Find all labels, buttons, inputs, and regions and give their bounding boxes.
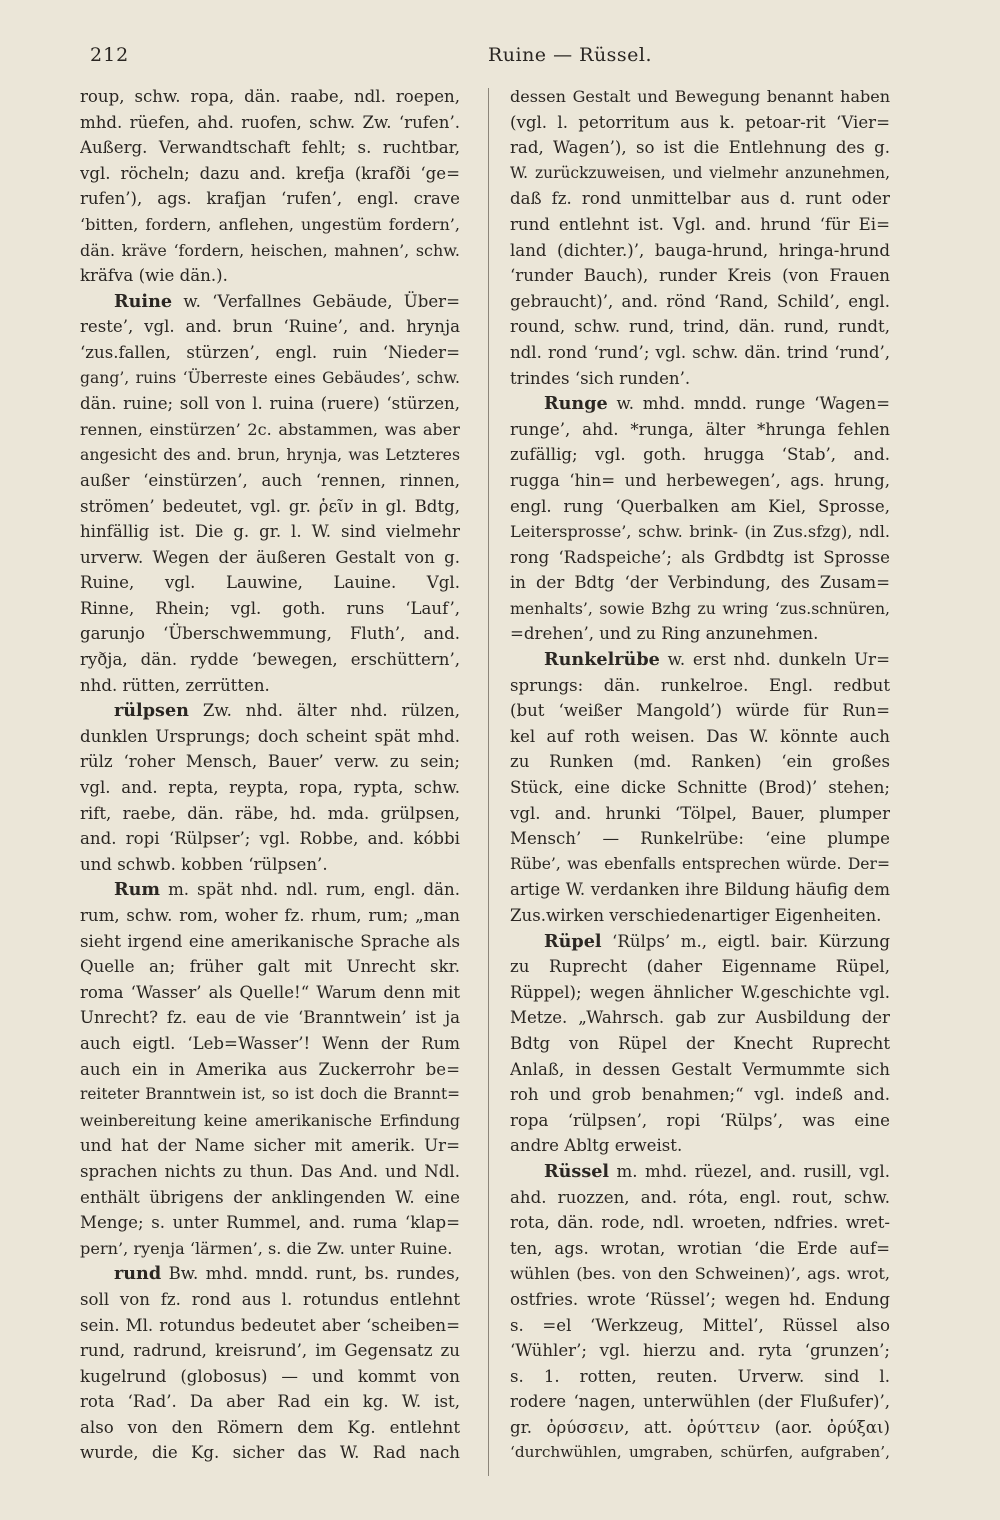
text-line [80, 212, 460, 238]
line-text: und schwb. kobben ‘rülpsen’. [80, 854, 328, 874]
line-text: vgl. and. hrunki ‘Tölpel, Bauer, plumper [510, 803, 890, 823]
line-text: rong ‘Radspeiche’; als Grdbdtg ist Sprosse [510, 547, 890, 567]
line-text: s. 1. rotten, reuten. Urverw. sind l. [510, 1366, 890, 1386]
entry-headword: Ruine [114, 290, 173, 312]
line-text: gr. ὀρύσσειν, att. ὀρύττειν (aor. ὀρύξαι) [510, 1417, 890, 1437]
text-line [510, 135, 890, 161]
line-text: also von den Römern dem Kg. entlehnt [80, 1417, 460, 1437]
line-text: ‘durchwühlen, umgraben, schürfen, aufgraben’, [510, 1443, 890, 1462]
line-text: w. ‘Verfallnes Gebäude, Über= [172, 291, 460, 311]
text-line [80, 1108, 460, 1134]
text-line [510, 545, 890, 571]
text-line [80, 621, 460, 647]
line-text: rota, dän. rode, ndl. wroeten, ndfries. wret- [510, 1213, 890, 1233]
entry-start-line [510, 1159, 890, 1185]
line-text: Stück, eine dicke Schnitte (Brod)’ stehen; [510, 778, 890, 798]
text-line [510, 340, 890, 366]
text-line [80, 1338, 460, 1364]
text-line [80, 468, 460, 494]
text-line [80, 929, 460, 955]
line-text: rülz ‘roher Mensch, Bauer’ verw. zu sein; [80, 752, 460, 772]
text-line [510, 238, 890, 264]
text-line [80, 801, 460, 827]
line-text: ‘bitten, fordern, anflehen, ungestüm fordern’, [80, 214, 460, 234]
line-text: und hat der Name sicher mit amerik. Ur= [80, 1136, 460, 1156]
text-line [80, 494, 460, 520]
text-line [510, 877, 890, 903]
line-text: sprachen nichts zu thun. Das And. und Ndl. [80, 1161, 460, 1181]
text-line [510, 596, 890, 622]
text-line [80, 980, 460, 1006]
line-text: Zus.wirken verschiedenartiger Eigenheiten. [510, 906, 882, 925]
line-text: roh und grob benahmen;“ vgl. indeß and. [510, 1085, 890, 1105]
line-text: ostfries. wrote ‘Rüssel’; wegen hd. Endung [510, 1289, 890, 1309]
line-text: rund, radrund, kreisrund’, im Gegensatz zu [80, 1341, 460, 1361]
text-line [510, 621, 890, 647]
text-line [80, 673, 460, 699]
running-head-title: Ruine — Rüssel. [487, 44, 653, 66]
text-line [80, 1287, 460, 1313]
text-line [80, 366, 460, 392]
line-text: trindes ‘sich runden’. [510, 368, 691, 388]
line-text: auch ein in Amerika aus Zuckerrohr be= [80, 1059, 460, 1079]
line-text: kräfva (wie dän.). [80, 266, 228, 286]
line-text: Rinne, Rhein; vgl. goth. runs ‘Lauf’, [80, 598, 460, 618]
text-columns [80, 84, 960, 1504]
line-text: wühlen (bes. von den Schweinen)’, ags. wrot, [510, 1264, 890, 1284]
line-text: dän. ruine; soll von l. ruina (ruere) ‘stürzen, [80, 394, 460, 414]
column-divider [488, 88, 489, 1476]
text-line [80, 238, 460, 264]
line-text: rufen’), ags. krafjan ‘rufen’, engl. crave [80, 189, 460, 209]
entry-headword: Runge [544, 393, 608, 415]
text-line [510, 1261, 890, 1287]
text-line [80, 1389, 460, 1415]
text-line [510, 366, 890, 392]
text-line [510, 1108, 890, 1134]
line-text: W. zurückzuweisen, und vielmehr anzunehmen, [510, 163, 890, 182]
line-text: nhd. rütten, zerrütten. [80, 675, 270, 695]
text-line [510, 1389, 890, 1415]
text-line [80, 110, 460, 136]
text-line [80, 186, 460, 212]
text-line [510, 1440, 890, 1466]
text-line [510, 442, 890, 468]
line-text: Metze. „Wahrsch. gab zur Ausbildung der [510, 1008, 890, 1028]
line-text: round, schw. rund, trind, dän. rund, rundt, [510, 317, 890, 337]
line-text: dunklen Ursprungs; doch scheint spät mhd. [80, 726, 460, 746]
line-text: Außerg. Verwandtschaft fehlt; s. ruchtbar, [80, 138, 460, 158]
line-text: in der Bdtg ‘der Verbindung, des Zusam= [510, 573, 890, 593]
text-line [80, 749, 460, 775]
text-line [510, 1415, 890, 1441]
text-line [510, 1210, 890, 1236]
text-line [80, 1159, 460, 1185]
line-text: Quelle an; früher galt mit Unrecht skr. [80, 957, 460, 977]
line-text: auch eigtl. ‘Leb=Wasser’! Wenn der Rum [80, 1033, 460, 1053]
text-line [80, 775, 460, 801]
line-text: roup, schw. ropa, dän. raabe, ndl. roepen, [80, 87, 460, 106]
entry-start-line [80, 698, 460, 724]
line-text: außer ‘einstürzen’, auch ‘rennen, rinnen, [80, 470, 460, 490]
text-line [510, 263, 890, 289]
line-text: rota ‘Rad’. Da aber Rad ein kg. W. ist, [80, 1392, 460, 1412]
text-line [510, 980, 890, 1006]
line-text: kugelrund (globosus) — und kommt von [80, 1366, 460, 1386]
line-text: artige W. verdanken ihre Bildung häufig dem [510, 880, 890, 900]
text-line [510, 903, 890, 929]
text-line [510, 1082, 890, 1108]
text-line [510, 570, 890, 596]
text-line [80, 1236, 460, 1262]
line-text: ‘Wühler’; vgl. hierzu and. ryta ‘grunzen’; [510, 1341, 890, 1361]
text-line [80, 596, 460, 622]
text-line [80, 570, 460, 596]
line-text: mhd. rüefen, ahd. ruofen, schw. Zw. ‘rufen’. [80, 112, 460, 132]
entry-headword: Runkelrübe [544, 649, 660, 671]
line-text: rugga ‘hin= und herbewegen’, ags. hrung, [510, 470, 890, 490]
line-text: rad, Wagen’), so ist die Entlehnung des g. [510, 138, 890, 158]
text-line [510, 1236, 890, 1262]
line-text: sprungs: dän. runkelroe. Engl. redbut [510, 675, 890, 695]
entry-headword: Rüssel [544, 1160, 610, 1182]
line-text: runge’, ahd. *runga, älter *hrunga fehlen [510, 419, 890, 439]
text-line [80, 826, 460, 852]
page-number: 212 [90, 44, 130, 66]
text-line [80, 263, 460, 289]
text-line [80, 1313, 460, 1339]
line-text: vgl. röcheln; dazu and. krefja (krafði ‘ge= [80, 163, 460, 183]
text-line [510, 954, 890, 980]
line-text: Leitersprosse’, schw. brink- (in Zus.sfzg), ndl. [510, 522, 890, 542]
line-text: Unrecht? fz. eau de vie ‘Branntwein’ ist ja [80, 1008, 460, 1028]
text-line [510, 724, 890, 750]
line-text: pern’, ryenja ‘lärmen’, s. die Zw. unter Ruine. [80, 1238, 453, 1258]
line-text: Zw. nhd. älter nhd. rülzen, [188, 701, 460, 721]
line-text: garunjo ‘Überschwemmung, Fluth’, and. [80, 624, 460, 644]
line-text: enthält übrigens der anklingenden W. eine [80, 1187, 460, 1207]
line-text: reiteter Branntwein ist, so ist doch die Brannt= [80, 1085, 460, 1104]
line-text: land (dichter.)’, bauga-hrund, hringa-hrund [510, 240, 890, 260]
line-text: urverw. Wegen der äußeren Gestalt von g. [80, 547, 460, 567]
text-line [80, 442, 460, 468]
line-text: w. erst nhd. dunkeln Ur= [659, 650, 890, 670]
line-text: ryðja, dän. rydde ‘bewegen, erschüttern’, [80, 650, 460, 670]
line-text: weinbereitung keine amerikanische Erfindung [80, 1110, 460, 1130]
text-line [510, 1313, 890, 1339]
line-text: dän. kräve ‘fordern, heischen, mahnen’, schw. [80, 240, 460, 260]
text-line [510, 826, 890, 852]
text-line [80, 647, 460, 673]
line-text: ahd. ruozzen, and. róta, engl. rout, schw. [510, 1187, 890, 1207]
entry-headword: Rum [114, 879, 161, 901]
text-line [510, 1005, 890, 1031]
text-line [510, 186, 890, 212]
line-text: roma ‘Wasser’ als Quelle!“ Warum denn mit [80, 982, 460, 1002]
text-line [80, 417, 460, 443]
line-text: wurde, die Kg. sicher das W. Rad nach [80, 1443, 460, 1463]
text-line [510, 749, 890, 775]
text-line [510, 1057, 890, 1083]
entry-start-line [80, 1261, 460, 1287]
text-line [510, 212, 890, 238]
line-text: Anlaß, in dessen Gestalt Vermummte sich [510, 1059, 890, 1079]
text-line [510, 1364, 890, 1390]
entry-headword: Rüpel [544, 930, 602, 952]
line-text: Rübe’, was ebenfalls entsprechen würde. Der= [510, 854, 890, 873]
text-line [80, 852, 460, 878]
text-line [510, 417, 890, 443]
line-text: rum, schw. rom, woher fz. rhum, rum; „man [80, 906, 460, 925]
text-line [80, 545, 460, 571]
text-line [510, 468, 890, 494]
text-line [80, 1057, 460, 1083]
text-line [80, 314, 460, 340]
right-column [510, 84, 890, 1496]
text-line [510, 673, 890, 699]
entry-headword: rund [114, 1263, 162, 1285]
entry-start-line [80, 289, 460, 315]
line-text: ‘runder Bauch), runder Kreis (von Frauen [510, 266, 890, 286]
line-text: s. =el ‘Werkzeug, Mittel’, Rüssel also [510, 1315, 890, 1335]
line-text: ndl. rond ‘rund’; vgl. schw. dän. trind ‘rund’, [510, 342, 890, 362]
text-line [80, 340, 460, 366]
entry-headword: rülpsen [114, 700, 189, 722]
line-text: strömen’ bedeutet, vgl. gr. ῥεῖν in gl. Bdtg, [80, 496, 460, 516]
text-line [80, 903, 460, 929]
line-text: ten, ags. wrotan, wrotian ‘die Erde auf= [510, 1238, 890, 1258]
line-text: (vgl. l. petorritum aus k. petoar-rit ‘Vier= [510, 112, 890, 132]
text-line [80, 391, 460, 417]
entry-start-line [510, 391, 890, 417]
line-text: dessen Gestalt und Bewegung benannt haben [510, 87, 890, 106]
text-line [510, 1338, 890, 1364]
text-line [80, 724, 460, 750]
text-line [80, 1415, 460, 1441]
line-text: ‘Rülps’ m., eigtl. bair. Kürzung [601, 931, 890, 951]
line-text: ropa ‘rülpsen’, ropi ‘Rülps’, was eine [510, 1110, 890, 1130]
line-text: zu Ruprecht (daher Eigenname Rüpel, [510, 957, 890, 977]
line-text: =drehen’, und zu Ring anzunehmen. [510, 624, 819, 644]
text-line [80, 84, 460, 110]
text-line [80, 1440, 460, 1466]
line-text: Menge; s. unter Rummel, and. ruma ‘klap= [80, 1213, 460, 1233]
text-line [510, 1185, 890, 1211]
text-line [510, 801, 890, 827]
text-line [510, 1031, 890, 1057]
line-text: vgl. and. repta, reypta, ropa, rypta, schw. [80, 778, 460, 798]
text-line [510, 698, 890, 724]
text-line [510, 852, 890, 878]
text-line [80, 1031, 460, 1057]
line-text: hinfällig ist. Die g. gr. l. W. sind vielmehr [80, 522, 460, 542]
entry-start-line [510, 929, 890, 955]
text-line [80, 519, 460, 545]
line-text: sein. Ml. rotundus bedeutet aber ‘scheiben= [80, 1315, 460, 1335]
entry-start-line [510, 647, 890, 673]
text-line [510, 161, 890, 187]
line-text: rift, raebe, dän. räbe, hd. mda. grülpsen, [80, 803, 460, 823]
line-text: ‘zus.fallen, stürzen’, engl. ruin ‘Nieder= [80, 342, 460, 362]
line-text: reste’, vgl. and. brun ‘Ruine’, and. hrynja [80, 317, 460, 337]
line-text: (but ‘weißer Mangold’) würde für Run= [510, 701, 890, 721]
text-line [80, 1082, 460, 1108]
line-text: engl. rung ‘Querbalken am Kiel, Sprosse, [510, 496, 890, 516]
line-text: and. ropi ‘Rülpser’; vgl. Robbe, and. kóbbi [80, 829, 460, 849]
text-line [80, 1185, 460, 1211]
text-line [510, 289, 890, 315]
line-text: Bw. mhd. mndd. runt, bs. rundes, [161, 1264, 460, 1284]
line-text: angesicht des and. brun, hrynja, was Letzteres [80, 445, 460, 465]
text-line [80, 161, 460, 187]
left-column [80, 84, 460, 1496]
text-line [510, 110, 890, 136]
text-line [80, 954, 460, 980]
text-line [510, 519, 890, 545]
line-text: rennen, einstürzen’ 2c. abstammen, was aber [80, 419, 460, 439]
text-line [510, 494, 890, 520]
line-text: rodere ‘nagen, unterwühlen (der Flußufer)’, [510, 1392, 890, 1412]
line-text: andre Abltg erweist. [510, 1136, 683, 1156]
line-text: rund entlehnt ist. Vgl. and. hrund ‘für Ei= [510, 214, 890, 234]
line-text: soll von fz. rond aus l. rotundus entlehnt [80, 1289, 460, 1309]
line-text: daß fz. rond unmittelbar aus d. runt oder [510, 189, 890, 209]
line-text: zu Runken (md. Ranken) ‘ein großes [510, 752, 890, 772]
text-line [80, 1005, 460, 1031]
text-line [510, 1133, 890, 1159]
line-text: sieht irgend eine amerikanische Sprache als [80, 931, 460, 951]
entry-start-line [80, 877, 460, 903]
line-text: Bdtg von Rüpel der Knecht Ruprecht [510, 1033, 890, 1053]
running-head [80, 38, 960, 84]
line-text: zufällig; vgl. goth. hrugga ‘Stab’, and. [510, 445, 890, 465]
line-text: Mensch’ — Runkelrübe: ‘eine plumpe [510, 829, 890, 849]
text-line [80, 135, 460, 161]
text-line [80, 1133, 460, 1159]
line-text: kel auf roth weisen. Das W. könnte auch [510, 726, 890, 746]
text-line [80, 1210, 460, 1236]
line-text: gang’, ruins ‘Überreste eines Gebäudes’, schw. [80, 368, 460, 387]
line-text: Ruine, vgl. Lauwine, Lauine. Vgl. [80, 573, 460, 593]
line-text: m. mhd. rüezel, and. rusill, vgl. [609, 1161, 890, 1181]
line-text: gebraucht)’, and. rönd ‘Rand, Schild’, engl. [510, 291, 890, 311]
text-line [510, 84, 890, 110]
line-text: menhalts’, sowie Bzhg zu wring ‘zus.schnüren, [510, 598, 890, 618]
line-text: m. spät nhd. ndl. rum, engl. dän. [160, 880, 460, 900]
text-line [510, 775, 890, 801]
text-line [510, 314, 890, 340]
text-line [510, 1287, 890, 1313]
line-text: Rüppel); wegen ähnlicher W.geschichte vgl. [510, 982, 890, 1002]
text-line [80, 1364, 460, 1390]
line-text: w. mhd. mndd. runge ‘Wagen= [607, 394, 890, 414]
